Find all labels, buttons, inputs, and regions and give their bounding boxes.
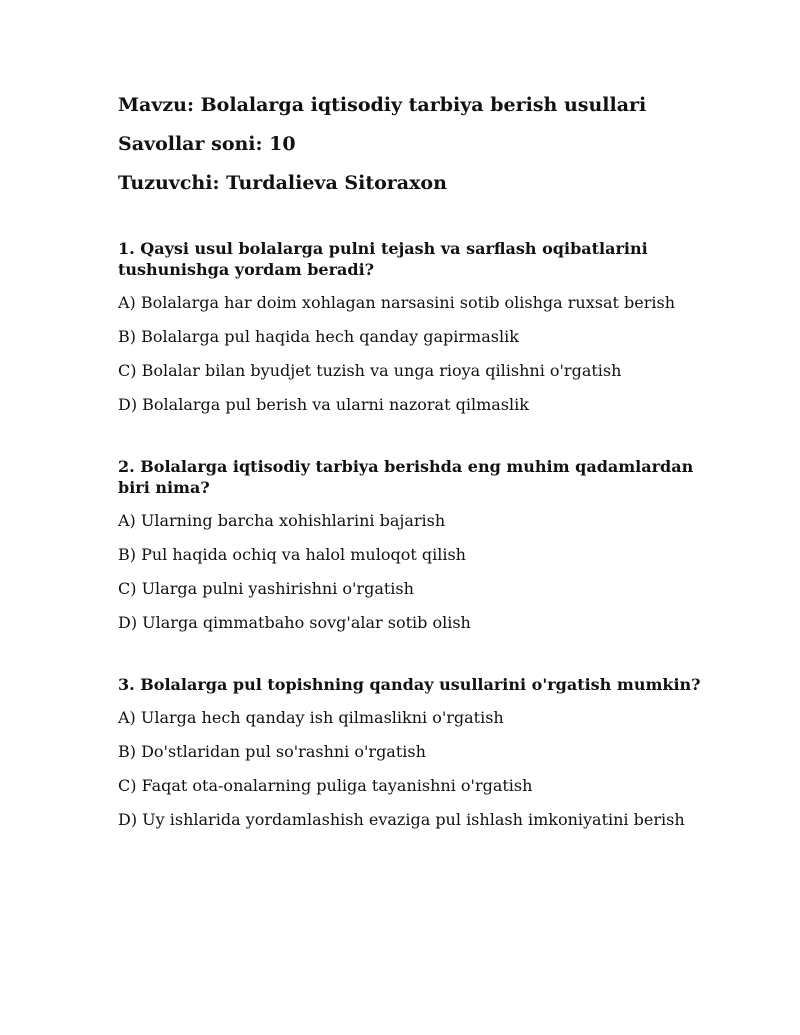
question-3: [118, 674, 718, 831]
answer-option-c: C) Ularga pulni yashirishni o'rgatish: [118, 579, 414, 598]
question-text: 1. Qaysi usul bolalarga pulni tejash va sarflash oqibatlarini tushunishga yordam beradi?: [118, 239, 648, 279]
answer-option-d: D) Bolalarga pul berish va ularni nazorat qilmaslik: [118, 395, 529, 414]
answer-option-a: A) Ularning barcha xohishlarini bajarish: [118, 511, 446, 530]
answer-option-b: B) Bolalarga pul haqida hech qanday gapirmaslik: [118, 327, 519, 346]
question-2: [118, 456, 718, 634]
document-header: [118, 92, 718, 196]
question-list: [118, 238, 718, 831]
question-1: [118, 238, 718, 416]
topic-line: Mavzu: Bolalarga iqtisodiy tarbiya berish usullari: [118, 94, 647, 116]
answer-option-b: B) Pul haqida ochiq va halol muloqot qilish: [118, 545, 466, 564]
answer-option-c: C) Bolalar bilan byudjet tuzish va unga rioya qilishni o'rgatish: [118, 361, 622, 380]
answer-option-a: A) Bolalarga har doim xohlagan narsasini sotib olishga ruxsat berish: [118, 293, 675, 312]
author-line: Tuzuvchi: Turdalieva Sitoraxon: [118, 172, 447, 194]
answer-option-b: B) Do'stlaridan pul so'rashni o'rgatish: [118, 742, 426, 761]
answer-option-d: D) Uy ishlarida yordamlashish evaziga pul ishlash imkoniyatini berish: [118, 810, 685, 829]
question-text: 3. Bolalarga pul topishning qanday usullarini o'rgatish mumkin?: [118, 675, 701, 694]
answer-option-d: D) Ularga qimmatbaho sovg'alar sotib olish: [118, 613, 471, 632]
question-count-line: Savollar soni: 10: [118, 133, 296, 155]
question-text: 2. Bolalarga iqtisodiy tarbiya berishda eng muhim qadamlardan biri nima?: [118, 457, 694, 497]
document-page: [118, 92, 718, 871]
answer-option-a: A) Ularga hech qanday ish qilmaslikni o'rgatish: [118, 708, 504, 727]
answer-option-c: C) Faqat ota-onalarning puliga tayanishni o'rgatish: [118, 776, 533, 795]
